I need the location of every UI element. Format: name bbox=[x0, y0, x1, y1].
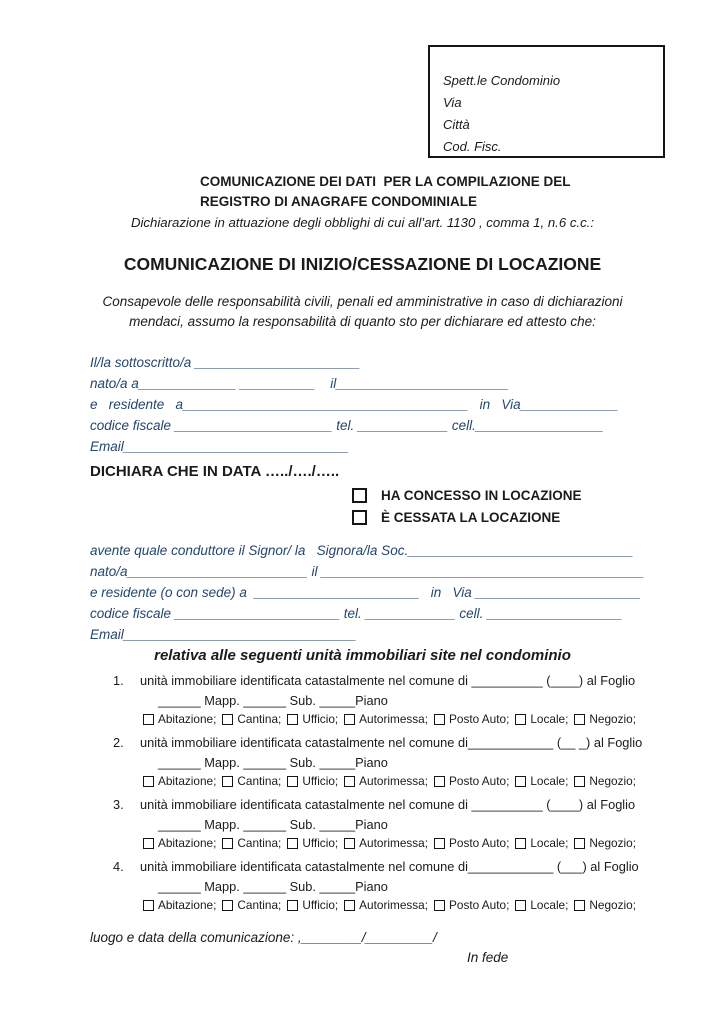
checkbox-icon[interactable] bbox=[287, 900, 298, 911]
unit-types-row bbox=[143, 711, 725, 728]
unit-line-2: ______ Mapp. ______ Sub. _____Piano bbox=[158, 817, 388, 832]
unit-line-1: unità immobiliare identificata catastalmente nel comune di __________ (____) al Foglio bbox=[140, 797, 636, 812]
document-header bbox=[200, 172, 725, 212]
checkbox-icon[interactable] bbox=[222, 900, 233, 911]
unit-type-label: Negozio; bbox=[589, 774, 636, 788]
unit-type-label: Cantina; bbox=[237, 836, 282, 850]
declaration-heading: DICHIARA CHE IN DATA …../…./….. bbox=[90, 463, 340, 480]
unit-item bbox=[90, 733, 725, 790]
field-line-nato: nato/a a_____________ __________ il_______________________ bbox=[90, 376, 509, 391]
unit-type-label: Ufficio; bbox=[302, 712, 339, 726]
checkbox-icon[interactable] bbox=[344, 838, 355, 849]
unit-type-label: Abitazione; bbox=[158, 898, 217, 912]
unit-type-option bbox=[222, 773, 281, 790]
unit-type-option bbox=[143, 773, 216, 790]
unit-type-option bbox=[434, 835, 509, 852]
unit-type-option bbox=[515, 773, 568, 790]
option-cessata bbox=[352, 506, 725, 528]
units-list bbox=[90, 671, 725, 914]
unit-line-1: unità immobiliare identificata catastalmente nel comune di____________ (__ _) al Foglio bbox=[140, 735, 643, 750]
field-line-email: Email______________________________ bbox=[90, 439, 349, 454]
unit-type-option bbox=[287, 773, 338, 790]
checkbox-icon[interactable] bbox=[434, 776, 445, 787]
unit-type-option bbox=[143, 711, 216, 728]
header-subtitle: Dichiarazione in attuazione degli obblighi di cui all’art. 1130 , comma 1, n.6 c.c.: bbox=[130, 215, 595, 230]
unit-type-option bbox=[222, 835, 281, 852]
unit-line-2: ______ Mapp. ______ Sub. _____Piano bbox=[158, 755, 388, 770]
unit-number: 2. bbox=[113, 735, 124, 750]
unit-type-option bbox=[574, 835, 636, 852]
unit-type-label: Negozio; bbox=[589, 898, 636, 912]
checkbox-icon[interactable] bbox=[515, 838, 526, 849]
checkbox-icon[interactable] bbox=[143, 776, 154, 787]
unit-type-label: Ufficio; bbox=[302, 836, 339, 850]
unit-type-option bbox=[574, 897, 636, 914]
recipient-address-box bbox=[428, 45, 665, 158]
header-line-1: COMUNICAZIONE DEI DATI PER LA COMPILAZIONE DEL bbox=[200, 174, 571, 189]
unit-type-option bbox=[574, 773, 636, 790]
tenant-fields bbox=[90, 540, 725, 645]
field-line-residente: e residente a______________________________________ in Via_____________ bbox=[90, 397, 619, 412]
checkbox-icon[interactable] bbox=[287, 714, 298, 725]
unit-type-label: Posto Auto; bbox=[449, 712, 510, 726]
field-line-conduttore: avente quale conduttore il Signor/ la Signora/la Soc.______________________________ bbox=[90, 543, 634, 558]
unit-type-label: Cantina; bbox=[237, 774, 282, 788]
unit-type-option bbox=[287, 711, 338, 728]
units-heading: relativa alle seguenti unità immobiliari site nel condominio bbox=[154, 647, 571, 664]
unit-type-label: Abitazione; bbox=[158, 836, 217, 850]
unit-type-label: Autorimessa; bbox=[359, 898, 429, 912]
unit-line-2: ______ Mapp. ______ Sub. _____Piano bbox=[158, 693, 388, 708]
page-title: COMUNICAZIONE DI INIZIO/CESSAZIONE DI LOCAZIONE bbox=[123, 254, 602, 274]
checkbox-icon[interactable] bbox=[222, 714, 233, 725]
unit-type-option bbox=[574, 711, 636, 728]
unit-type-option bbox=[222, 897, 281, 914]
field-line-sottoscritto: Il/la sottoscritto/a ______________________ bbox=[90, 355, 361, 370]
unit-type-label: Locale; bbox=[530, 836, 569, 850]
header-line-2: REGISTRO DI ANAGRAFE CONDOMINIALE bbox=[200, 194, 478, 209]
unit-type-option bbox=[344, 773, 428, 790]
checkbox-icon[interactable] bbox=[574, 776, 585, 787]
checkbox-icon[interactable] bbox=[434, 900, 445, 911]
checkbox-icon[interactable] bbox=[143, 900, 154, 911]
unit-type-label: Cantina; bbox=[237, 712, 282, 726]
signature-label: In fede bbox=[467, 950, 509, 965]
intro-paragraph: Consapevole delle responsabilità civili, penali ed amministrative in caso di dichiarazioni mendaci, assumo la responsabilità di quanto sto per dichiarare ed attesto che: bbox=[102, 294, 623, 329]
unit-type-option bbox=[515, 835, 568, 852]
checkbox-icon[interactable] bbox=[287, 838, 298, 849]
unit-number: 3. bbox=[113, 797, 124, 812]
unit-types-row bbox=[143, 897, 725, 914]
checkbox-icon[interactable] bbox=[352, 510, 367, 525]
checkbox-icon[interactable] bbox=[574, 838, 585, 849]
recipient-line: Cod. Fisc. bbox=[443, 139, 502, 154]
unit-type-label: Autorimessa; bbox=[359, 774, 429, 788]
unit-type-option bbox=[434, 897, 509, 914]
unit-type-label: Negozio; bbox=[589, 836, 636, 850]
checkbox-icon[interactable] bbox=[434, 714, 445, 725]
unit-item bbox=[90, 795, 725, 852]
unit-type-label: Posto Auto; bbox=[449, 836, 510, 850]
field-line-email: Email_______________________________ bbox=[90, 627, 357, 642]
unit-type-label: Negozio; bbox=[589, 712, 636, 726]
checkbox-icon[interactable] bbox=[515, 776, 526, 787]
unit-item bbox=[90, 671, 725, 728]
declaration-options bbox=[352, 484, 725, 528]
unit-type-option bbox=[515, 711, 568, 728]
unit-types-row bbox=[143, 773, 725, 790]
checkbox-icon[interactable] bbox=[434, 838, 445, 849]
unit-type-option bbox=[143, 897, 216, 914]
field-line-codice-fiscale: codice fiscale ______________________ tel. ____________ cell. __________________ bbox=[90, 606, 623, 621]
unit-type-option bbox=[515, 897, 568, 914]
unit-number: 1. bbox=[113, 673, 124, 688]
unit-type-option bbox=[143, 835, 216, 852]
unit-type-option bbox=[434, 711, 509, 728]
checkbox-icon[interactable] bbox=[574, 900, 585, 911]
unit-line-1: unità immobiliare identificata catastalmente nel comune di____________ (___) al Foglio bbox=[140, 859, 639, 874]
checkbox-icon[interactable] bbox=[222, 838, 233, 849]
unit-type-label: Autorimessa; bbox=[359, 712, 429, 726]
unit-types-row bbox=[143, 835, 725, 852]
checkbox-icon[interactable] bbox=[287, 776, 298, 787]
place-date-line: luogo e data della comunicazione: ,________/_________/ bbox=[90, 930, 437, 945]
unit-type-label: Posto Auto; bbox=[449, 898, 510, 912]
unit-type-label: Locale; bbox=[530, 712, 569, 726]
unit-type-label: Locale; bbox=[530, 898, 569, 912]
unit-type-option bbox=[222, 711, 281, 728]
checkbox-icon[interactable] bbox=[352, 488, 367, 503]
option-ha-concesso bbox=[352, 484, 725, 506]
unit-type-option bbox=[434, 773, 509, 790]
checkbox-icon[interactable] bbox=[574, 714, 585, 725]
unit-type-label: Ufficio; bbox=[302, 898, 339, 912]
unit-type-label: Abitazione; bbox=[158, 712, 217, 726]
checkbox-icon[interactable] bbox=[515, 714, 526, 725]
option-label: È CESSATA LA LOCAZIONE bbox=[381, 509, 561, 525]
unit-type-label: Abitazione; bbox=[158, 774, 217, 788]
checkbox-icon[interactable] bbox=[143, 714, 154, 725]
checkbox-icon[interactable] bbox=[344, 900, 355, 911]
unit-item bbox=[90, 857, 725, 914]
recipient-line: Via bbox=[443, 95, 462, 110]
unit-type-label: Locale; bbox=[530, 774, 569, 788]
recipient-line: Città bbox=[443, 117, 470, 132]
checkbox-icon[interactable] bbox=[143, 838, 154, 849]
recipient-line: Spett.le Condominio bbox=[443, 73, 561, 88]
option-label: HA CONCESSO IN LOCAZIONE bbox=[381, 487, 582, 503]
checkbox-icon[interactable] bbox=[344, 714, 355, 725]
unit-type-label: Cantina; bbox=[237, 898, 282, 912]
checkbox-icon[interactable] bbox=[344, 776, 355, 787]
unit-type-label: Posto Auto; bbox=[449, 774, 510, 788]
unit-type-option bbox=[344, 897, 428, 914]
checkbox-icon[interactable] bbox=[515, 900, 526, 911]
unit-type-option bbox=[344, 711, 428, 728]
unit-line-1: unità immobiliare identificata catastalmente nel comune di __________ (____) al Foglio bbox=[140, 673, 636, 688]
unit-line-2: ______ Mapp. ______ Sub. _____Piano bbox=[158, 879, 388, 894]
field-line-codice-fiscale: codice fiscale _____________________ tel. ____________ cell._________________ bbox=[90, 418, 604, 433]
field-line-residente: e residente (o con sede) a ______________________ in Via ______________________ bbox=[90, 585, 641, 600]
declarant-fields bbox=[90, 352, 725, 457]
unit-number: 4. bbox=[113, 859, 124, 874]
checkbox-icon[interactable] bbox=[222, 776, 233, 787]
unit-type-option bbox=[287, 897, 338, 914]
field-line-nato: nato/a________________________ il ___________________________________________ bbox=[90, 564, 645, 579]
unit-type-option bbox=[344, 835, 428, 852]
unit-type-option bbox=[287, 835, 338, 852]
unit-type-label: Autorimessa; bbox=[359, 836, 429, 850]
unit-type-label: Ufficio; bbox=[302, 774, 339, 788]
